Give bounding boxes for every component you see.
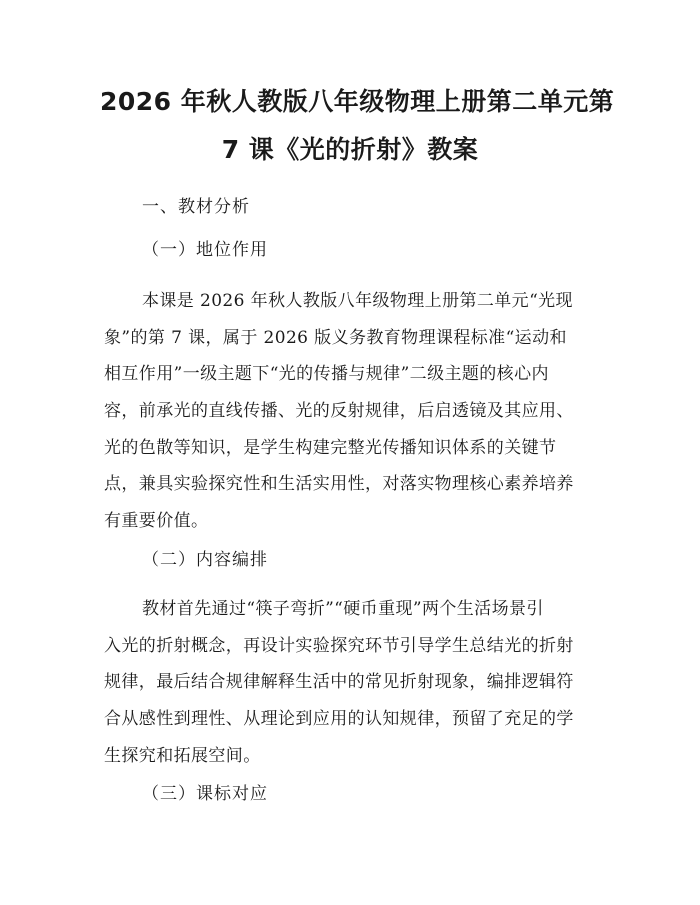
document-title-line-2: 7 课《光的折射》教案 (221, 135, 479, 164)
paragraph-line: 教材首先通过“筷子弯折”“硬币重现”两个生活场景引 (142, 599, 544, 619)
document-title-line-1: 2026 年秋人教版八年级物理上册第二单元第 (100, 87, 615, 116)
paragraph-position-role (104, 290, 604, 547)
paragraph-line: 规律，最后结合规律解释生活中的常见折射现象，编排逻辑符 (104, 672, 574, 693)
paragraph-line: 有重要价值。 (104, 511, 209, 532)
subsection-heading-position-role: （一）地位作用 (142, 240, 268, 260)
paragraph-line: 光的色散等知识，是学生构建完整光传播知识体系的关键节 (104, 437, 557, 458)
paragraph-content-arrangement (104, 598, 604, 781)
subsection-heading-content-arrangement: （二）内容编排 (142, 550, 268, 570)
paragraph-line: 合从感性到理性、从理论到应用的认知规律，预留了充足的学 (104, 709, 574, 730)
paragraph-line: 生探究和拓展空间。 (104, 745, 261, 766)
paragraph-line: 容，前承光的直线传播、光的反射规律，后启透镜及其应用、 (104, 401, 574, 422)
paragraph-line: 本课是 2026 年秋人教版八年级物理上册第二单元“光现 (142, 291, 573, 311)
paragraph-line: 象”的第 7 课，属于 2026 版义务教育物理课程标准“运动和 (104, 327, 567, 348)
paragraph-line: 相互作用”一级主题下“光的传播与规律”二级主题的核心内 (104, 364, 549, 385)
paragraph-line: 点，兼具实验探究性和生活实用性，对落实物理核心素养培养 (104, 474, 574, 495)
subsection-heading-curriculum-standards: （三）课标对应 (142, 784, 268, 804)
section-heading-teaching-material-analysis: 一、教材分析 (142, 197, 250, 217)
paragraph-line: 入光的折射概念，再设计实验探究环节引导学生总结光的折射 (104, 635, 574, 656)
